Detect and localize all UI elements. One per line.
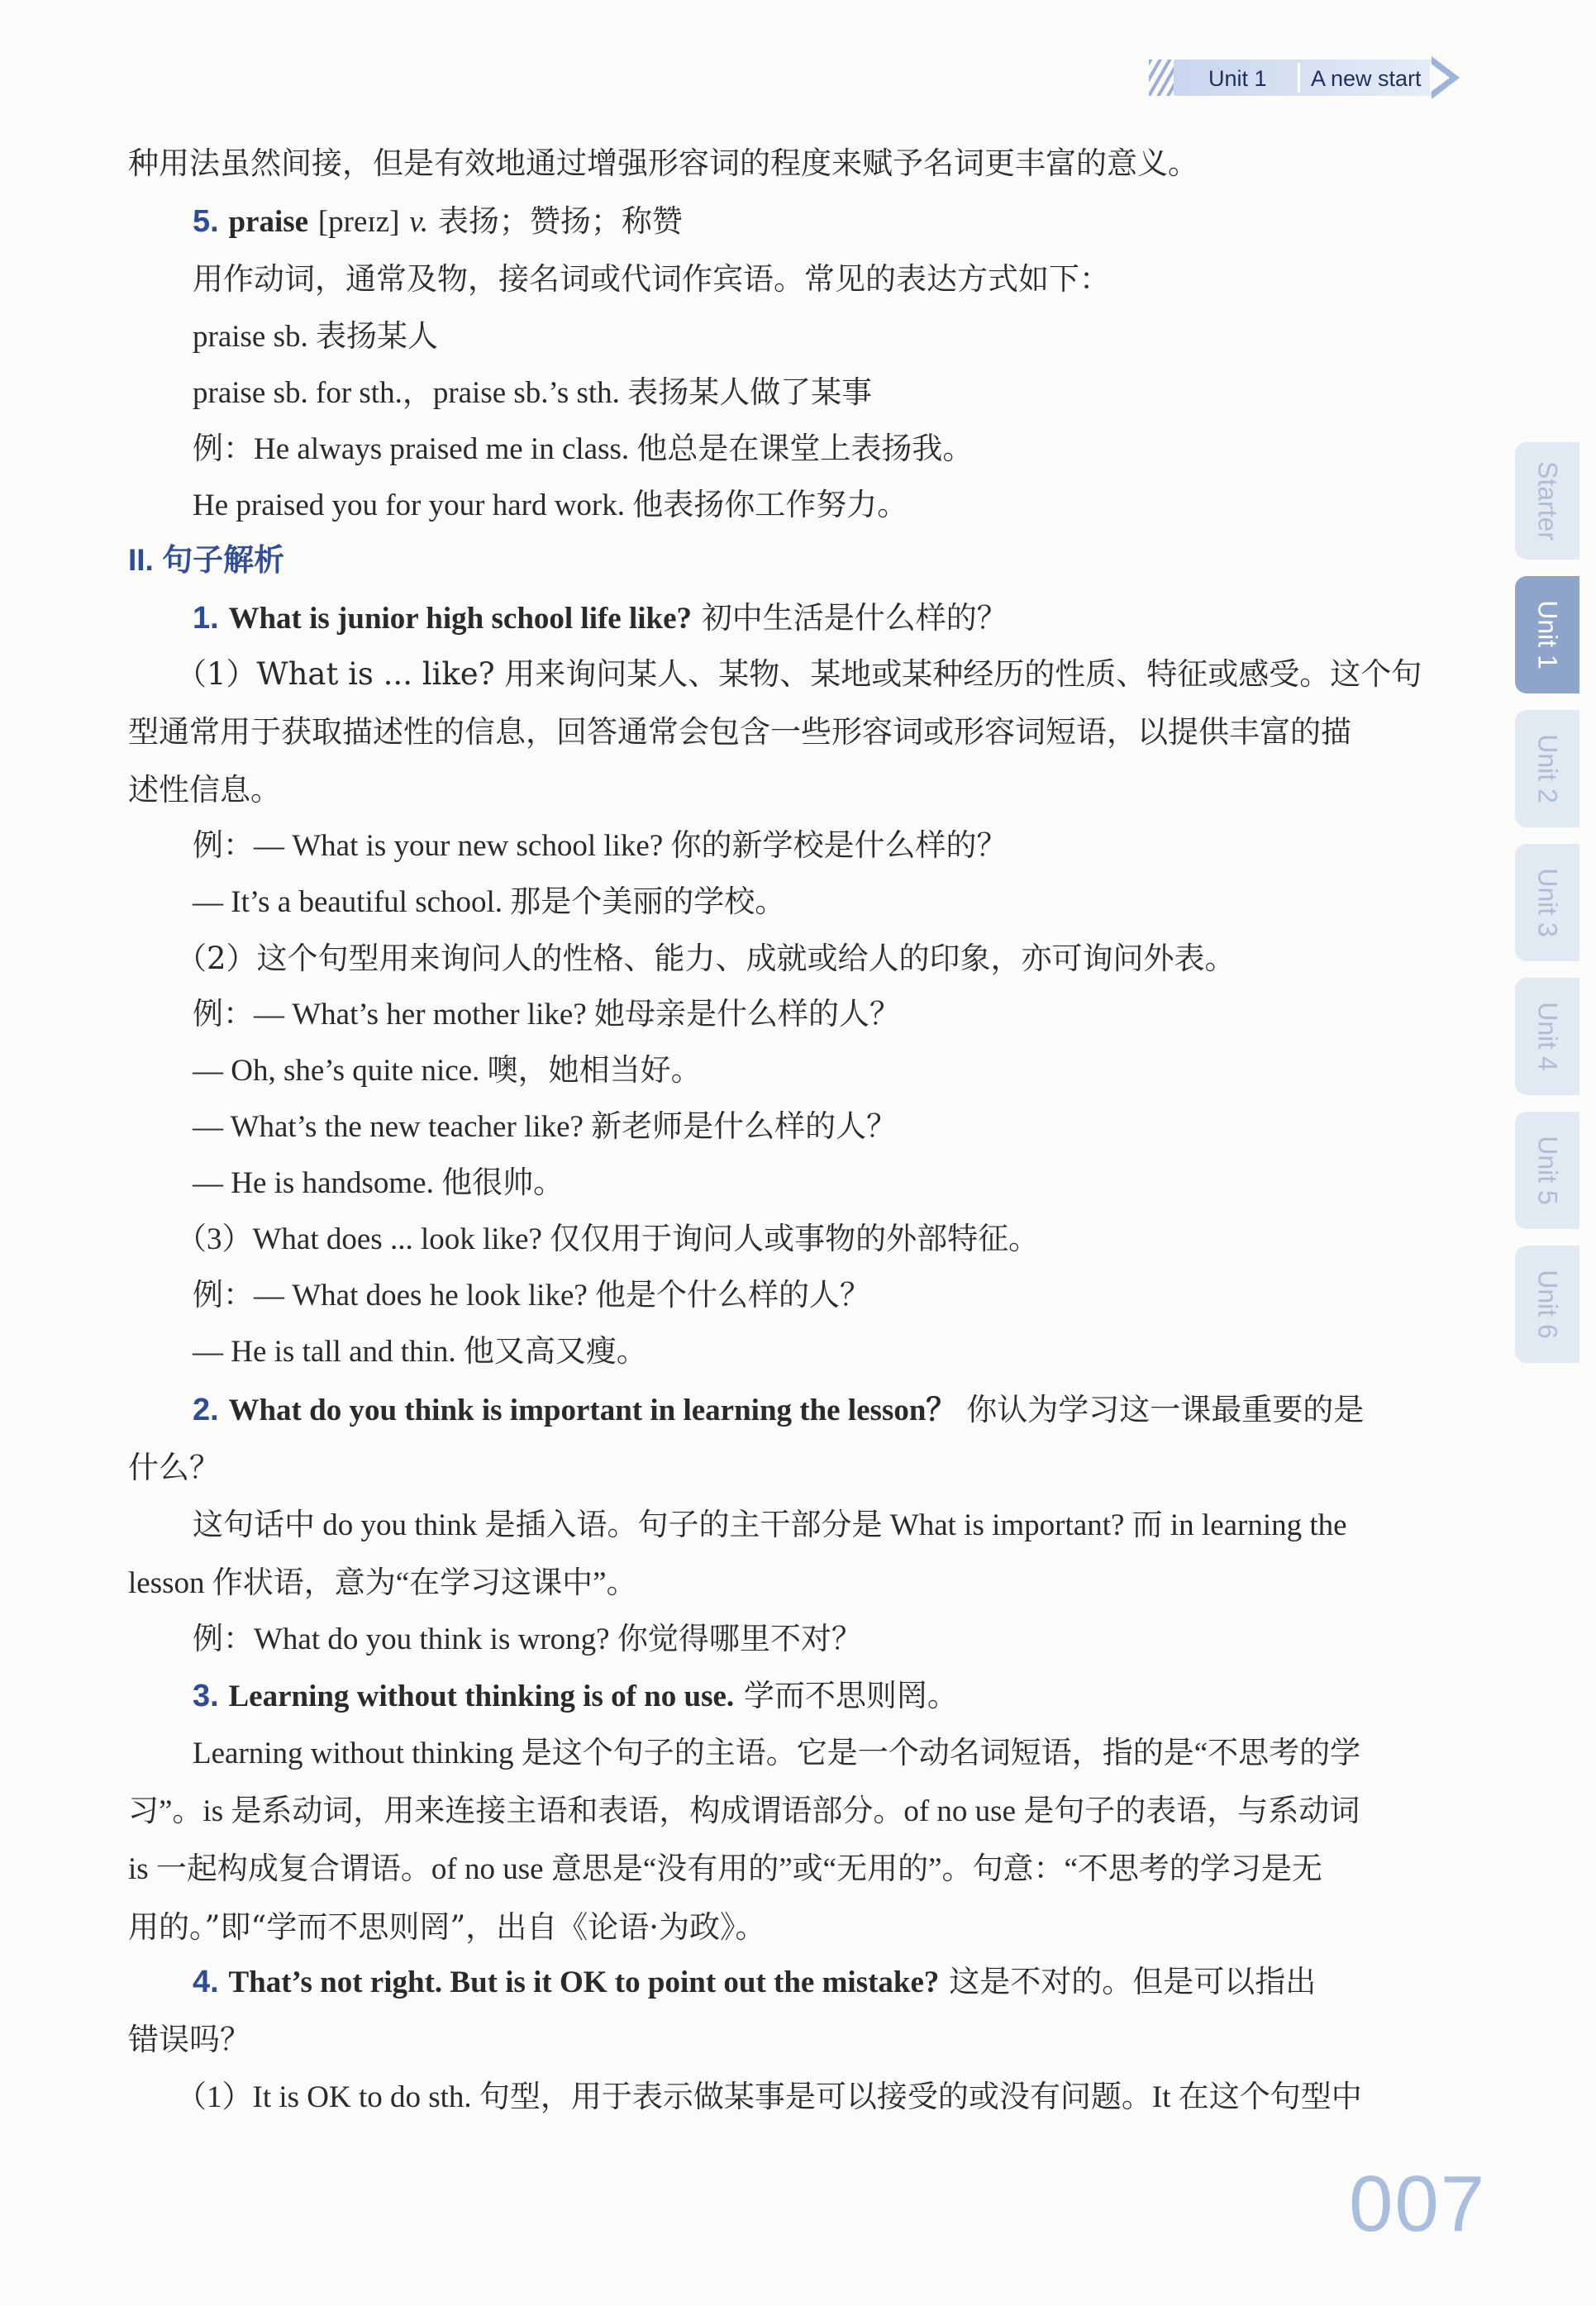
text-line: Learning without thinking 是这个句子的主语。它是一个动名词短语，指的是“不思考的学: [193, 1737, 1361, 1770]
header-unit: Unit 1: [1208, 66, 1267, 91]
example-line: — Oh, she’s quite nice. 噢，她相当好。: [193, 1054, 702, 1088]
text-line: （2）这个句型用来询问人的性格、能力、成就或给人的印象，亦可询问外表。: [176, 941, 1236, 976]
text-line: 种用法虽然间接，但是有效地通过增强形容词的程度来赋予名词更丰富的意义。: [128, 145, 1198, 181]
text-line: 用的。”即“学而不思则罔”，出自《论语·为政》。: [128, 1909, 766, 1945]
header-arrow-inner: [1430, 63, 1450, 93]
vocab-meaning: 表扬；赞扬；称赞: [437, 203, 683, 239]
sentence-3: 3. Learning without thinking is of no use. 学而不思则罔。: [193, 1678, 958, 1713]
text-line: （1）What is ... like? 用来询问某人、某物、某地或某种经历的性质、特征或感受。这个句: [176, 656, 1422, 692]
text-line: 这句话中 do you think 是插入语。句子的主干部分是 What is important? 而 in learning the: [193, 1508, 1347, 1542]
tab-unit-3[interactable]: Unit 3: [1515, 844, 1579, 961]
example-line: 例：What do you think is wrong? 你觉得哪里不对？: [193, 1622, 862, 1656]
text-line: 什么？: [128, 1450, 220, 1485]
vocab-pos: v.: [409, 205, 429, 239]
vocab-word: praise: [228, 205, 309, 239]
tab-unit-2[interactable]: Unit 2: [1515, 710, 1579, 827]
text-line: 述性信息。: [128, 772, 281, 808]
text-line: praise sb. for sth.，praise sb.’s sth. 表扬某人做了某事: [193, 376, 873, 410]
unit-tabs: [1515, 442, 1579, 1379]
header-separator: [1298, 63, 1300, 93]
example-line: — He is handsome. 他很帅。: [193, 1166, 565, 1200]
example-line: He praised you for your hard work. 他表扬你工作努力。: [193, 488, 908, 522]
text-line: 用作动词，通常及物，接名词或代词作宾语。常见的表达方式如下：: [193, 261, 1110, 297]
text-line: 习”。is 是系动词，用来连接主语和表语，构成谓语部分。of no use 是句子的表语，与系动词: [128, 1794, 1360, 1828]
tab-unit-6[interactable]: Unit 6: [1515, 1246, 1579, 1363]
text-line: 型通常用于获取描述性的信息，回答通常会包含一些形容词或形容词短语，以提供丰富的描: [128, 714, 1351, 750]
example-line: — He is tall and thin. 他又高又瘦。: [193, 1335, 647, 1369]
sentence-4: 4. That’s not right. But is it OK to point out the mistake? 这是不对的。但是可以指出: [193, 1964, 1317, 1999]
page-header: [1149, 55, 1479, 102]
text-line: （3）What does ... look like? 仅仅用于询问人或事物的外部特征。: [176, 1222, 1040, 1256]
tab-unit-5[interactable]: Unit 5: [1515, 1112, 1579, 1229]
tab-unit-1[interactable]: Unit 1: [1515, 576, 1579, 693]
text-line: is 一起构成复合谓语。of no use 意思是“没有用的”或“无用的”。句意：“不思考的学习是无: [128, 1852, 1322, 1886]
example-line: 例：He always praised me in class. 他总是在课堂上表扬我。: [193, 432, 974, 466]
example-line: 例：— What is your new school like? 你的新学校是什么样的？: [193, 829, 1008, 863]
vocab-number: 5.: [193, 204, 219, 239]
example-line: 例：— What does he look like? 他是个什么样的人？: [193, 1279, 871, 1313]
header-title: A new start: [1311, 66, 1422, 91]
vocab-entry-praise: [193, 198, 683, 245]
example-line: — It’s a beautiful school. 那是个美丽的学校。: [193, 885, 786, 919]
text-line: （1）It is OK to do sth. 句型，用于表示做某事是可以接受的或没有问题。It 在这个句型中: [176, 2080, 1362, 2114]
example-line: — What’s the new teacher like? 新老师是什么样的人？: [193, 1110, 898, 1144]
sentence-1: 1. What is junior high school life like? 初中生活是什么样的？: [193, 600, 1008, 636]
text-line: praise sb. 表扬某人: [193, 320, 438, 354]
tab-starter[interactable]: Starter: [1515, 442, 1579, 560]
tab-unit-4[interactable]: Unit 4: [1515, 978, 1579, 1095]
vocab-phonetic: [preɪz]: [317, 205, 400, 239]
sentence-2: 2. What do you think is important in learning the lesson？ 你认为学习这一课最重要的是: [193, 1392, 1365, 1427]
text-line: lesson 作状语，意为“在学习这课中”。: [128, 1566, 637, 1600]
page-number: 007: [1349, 2160, 1487, 2248]
example-line: 例：— What’s her mother like? 她母亲是什么样的人？: [193, 998, 901, 1032]
section-heading: II. 句子解析: [128, 543, 285, 577]
text-line: 错误吗？: [128, 2022, 250, 2057]
